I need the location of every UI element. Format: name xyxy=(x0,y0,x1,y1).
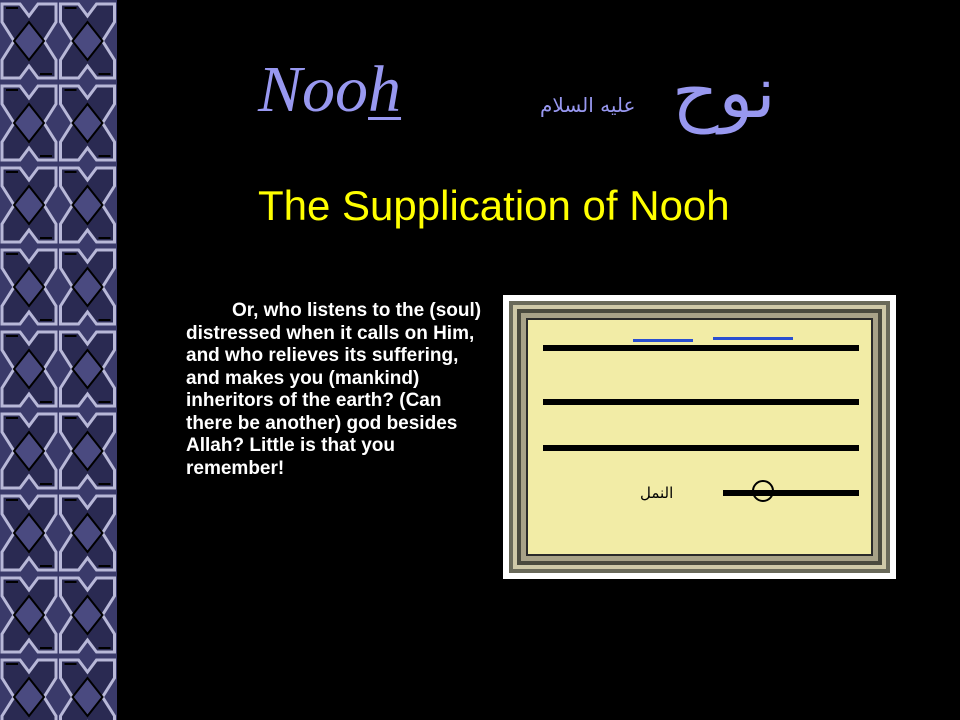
honorific-arabic: عليه السلام xyxy=(540,93,636,117)
quran-verse-image xyxy=(503,295,896,579)
surah-label: النمل xyxy=(640,484,674,502)
geometric-pattern xyxy=(0,0,117,720)
title-arabic: نوح xyxy=(672,50,776,134)
title-latin-underlined: h xyxy=(368,53,402,126)
title-latin xyxy=(258,50,401,130)
ornamental-frame xyxy=(503,295,896,579)
title-latin-prefix: Noo xyxy=(258,53,369,126)
subtitle: The Supplication of Nooh xyxy=(258,182,730,229)
decorative-border xyxy=(0,0,117,720)
translation-text: Or, who listens to the (soul) distressed when it calls on Him, and who relieves its suffering, and makes you (mankind) inheritors of the earth? (Can there be another) god besides Allah? Little is that you remember! xyxy=(186,300,482,479)
